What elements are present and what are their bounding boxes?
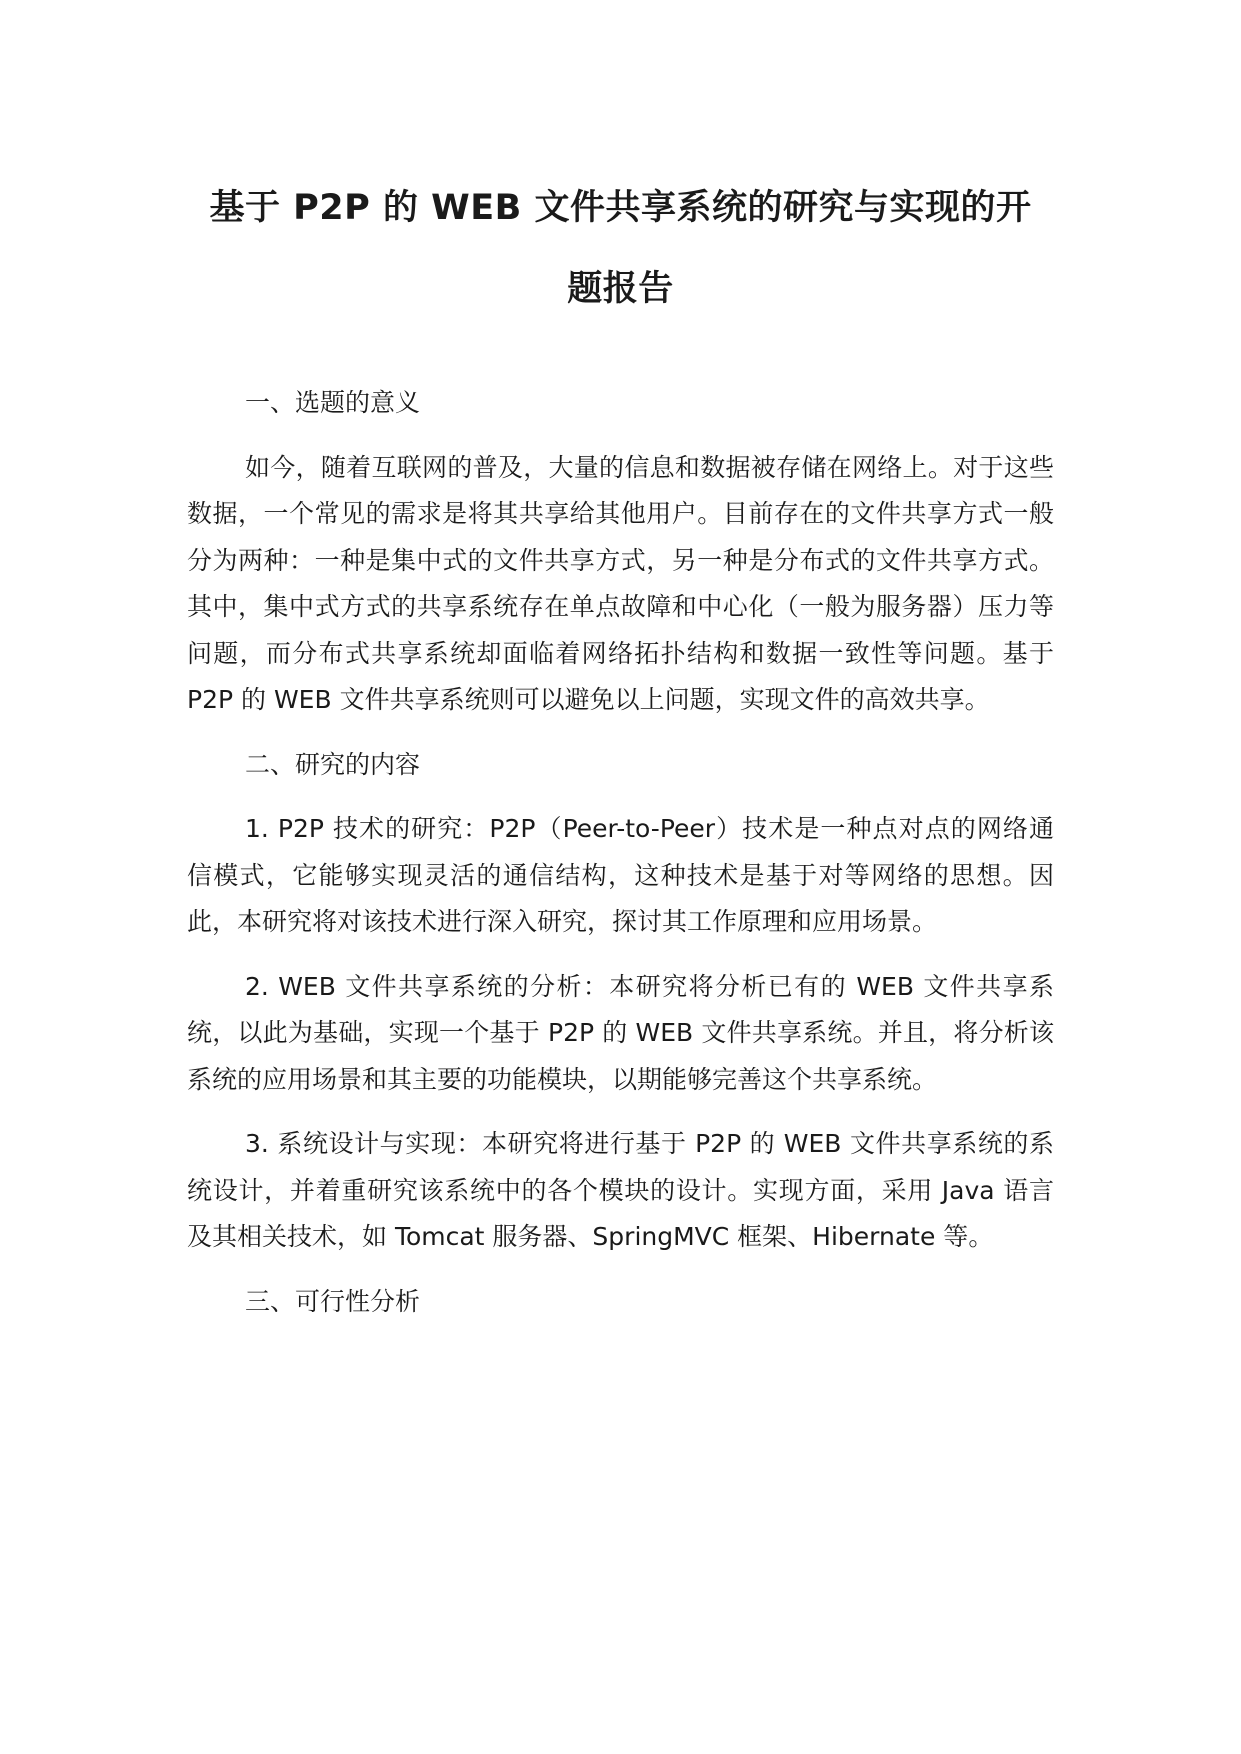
research-item-web-analysis: 2. WEB 文件共享系统的分析：本研究将分析已有的 WEB 文件共享系统，以此为基础，实现一个基于 P2P 的 WEB 文件共享系统。并且，将分析该系统的应用场景和其主要的功能模块，以期能够完善这个共享系统。 [187, 971, 1054, 1094]
paragraph-significance: 如今，随着互联网的普及，大量的信息和数据被存储在网络上。对于这些数据，一个常见的需求是将其共享给其他用户。目前存在的文件共享方式一般分为两种：一种是集中式的文件共享方式，另一种是分布式的文件共享方式。其中，集中式方式的共享系统存在单点故障和中心化（一般为服务器）压力等问题，而分布式共享系统却面临着网络拓扑结构和数据一致性等问题。基于 P2P 的 WEB 文件共享系统则可以避免以上问题，实现文件的高效共享。 [187, 452, 1054, 714]
section-heading-significance: 一、选题的意义 [245, 388, 421, 417]
title-line-1: 基于 P2P 的 WEB 文件共享系统的研究与实现的开 [209, 188, 1032, 228]
research-item-system-design: 3. 系统设计与实现：本研究将进行基于 P2P 的 WEB 文件共享系统的系统设计，并着重研究该系统中的各个模块的设计。实现方面，采用 Java 语言及其相关技术，如 Tomcat 服务器、SpringMVC 框架、Hibernate 等。 [187, 1129, 1054, 1251]
title-line-2: 题报告 [567, 269, 674, 309]
research-item-p2p: 1. P2P 技术的研究：P2P（Peer-to-Peer）技术是一种点对点的网络通信模式，它能够实现灵活的通信结构，这种技术是基于对等网络的思想。因此，本研究将对该技术进行深入研究，探讨其工作原理和应用场景。 [187, 814, 1054, 936]
section-heading-research-content: 二、研究的内容 [245, 749, 421, 779]
section-heading-feasibility: 三、可行性分析 [245, 1286, 421, 1316]
document-title [187, 168, 1054, 330]
document-body [187, 380, 1054, 1325]
